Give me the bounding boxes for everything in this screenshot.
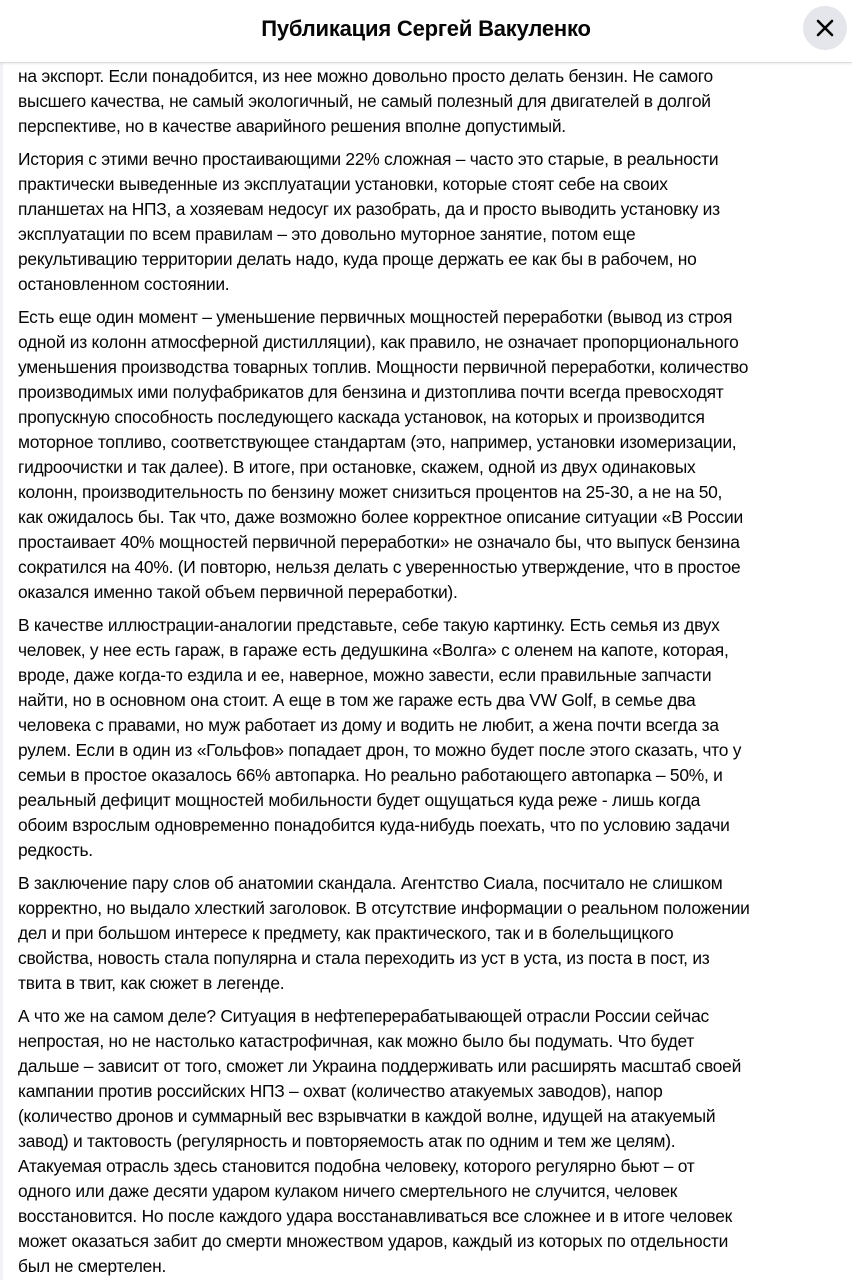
post-paragraph (18, 613, 848, 863)
close-button[interactable] (803, 6, 847, 50)
text-line: реальный дефицит мощностей мобильности будет ощущаться куда реже - лишь когда (18, 790, 701, 810)
text-line: высшего качества, не самый экологичный, не самый полезный для двигателей в долгой (18, 91, 711, 111)
text-line: гидроочистки и так далее). В итоге, при остановке, скажем, одной из двух одинаковых (18, 457, 696, 477)
text-line: корректно, но выдало хлесткий заголовок. В отсутствие информации о реальном положении (18, 898, 750, 918)
text-line: дел и при большом интересе к предмету, как практического, так и в болельщицкого (18, 923, 674, 943)
text-line: восстановится. Но после каждого удара восстанавливаться все сложнее и в итоге человек (18, 1206, 732, 1226)
scroll-track (0, 62, 3, 1280)
text-line: на экспорт. Если понадобится, из нее можно довольно просто делать бензин. Не самого (18, 66, 713, 86)
text-line: простаивает 40% мощностей первичной переработки» не означало бы, что выпуск бензина (18, 532, 740, 552)
post-paragraph (18, 871, 848, 996)
text-line: пропускную способность последующего каскада установок, на которых и производится (18, 407, 705, 427)
text-line: свойства, новость стала популярна и стала переходить из уст в уста, из поста в пост, из (18, 948, 710, 968)
text-line: найти, но в основном она стоит. А еще в том же гараже есть два VW Golf, в семье два (18, 690, 696, 710)
text-line: эксплуатации по всем правилам – это довольно муторное занятие, потом еще (18, 224, 636, 244)
post-paragraph (18, 147, 848, 297)
text-line: одной из колонн атмосферной дистилляции), как правило, не означает пропорционального (18, 332, 739, 352)
text-line: уменьшения производства товарных топлив. Мощности первичной переработки, количество (18, 357, 749, 377)
text-line: колонн, производительность по бензину может снизиться процентов на 25-30, а не на 50, (18, 482, 723, 502)
post-body (18, 64, 848, 1287)
text-line: твита в твит, как сюжет в легенде. (18, 973, 285, 993)
text-line: как ожидалось бы. Так что, даже возможно более корректное описание ситуации «В России (18, 507, 743, 527)
text-line: кампании против российских НПЗ – охват (количество атакуемых заводов), напор (18, 1081, 663, 1101)
text-line: был не смертелен. (18, 1256, 167, 1276)
text-line: производимых ими полуфабрикатов для бензина и дизтоплива почти всегда превосходят (18, 382, 724, 402)
text-line: остановленном состоянии. (18, 274, 230, 294)
text-line: человек, у нее есть гараж, в гараже есть дедушкина «Волга» с оленем на капоте, которая, (18, 640, 729, 660)
text-line: одного или даже десяти ударом кулаком ничего смертельного не случится, человек (18, 1181, 678, 1201)
text-line: завод) и тактовость (регулярность и повторяемость атак по одним и тем же целям). (18, 1131, 676, 1151)
dialog-title: Публикация Сергей Вакуленко (261, 16, 591, 41)
close-icon (815, 18, 835, 38)
text-line: дальше – зависит от того, сможет ли Украина поддерживать или расширять масштаб своей (18, 1056, 742, 1076)
text-line: редкость. (18, 840, 93, 860)
text-line: перспективе, но в качестве аварийного решения вполне допустимый. (18, 116, 566, 136)
text-line: непростая, но не настолько катастрофичная, как можно было бы подумать. Что будет (18, 1031, 695, 1051)
post-paragraph (18, 64, 848, 139)
text-line: Есть еще один момент – уменьшение первичных мощностей переработки (вывод из строя (18, 307, 733, 327)
text-line: семьи в простое оказалось 66% автопарка. Но реально работающего автопарка – 50%, и (18, 765, 723, 785)
text-line: сократился на 40%. (И повторю, нельзя делать с уверенностью утверждение, что в простое (18, 557, 741, 577)
text-line: Атакуемая отрасль здесь становится подобна человеку, которого регулярно бьют – от (18, 1156, 695, 1176)
text-line: обоим взрослым одновременно понадобится куда-нибудь поехать, что по условию задачи (18, 815, 730, 835)
text-line: вроде, даже когда-то ездила и ее, наверное, можно завести, если правильные запчасти (18, 665, 712, 685)
text-line: оказался именно такой объем первичной переработки). (18, 582, 458, 602)
dialog-header (0, 0, 852, 63)
text-line: (количество дронов и суммарный вес взрывчатки в каждой волне, идущей на атакуемый (18, 1106, 716, 1126)
text-line: рекультивацию территории делать надо, куда проще держать ее как бы в рабочем, но (18, 249, 697, 269)
post-paragraph (18, 1004, 848, 1279)
text-line: практически выведенные из эксплуатации установки, которые стоят себе на своих (18, 174, 668, 194)
text-line: А что же на самом деле? Ситуация в нефтеперерабатывающей отрасли России сейчас (18, 1006, 709, 1026)
text-line: История с этими вечно простаивающими 22% сложная – часто это старые, в реальности (18, 149, 719, 169)
text-line: человека с правами, но муж работает из дому и водить не любит, а жена почти всегда за (18, 715, 719, 735)
text-line: может оказаться забит до смерти множеством ударов, каждый из которых по отдельности (18, 1231, 729, 1251)
text-line: рулем. Если в один из «Гольфов» попадает дрон, то можно будет после этого сказать, что у (18, 740, 742, 760)
post-paragraph (18, 305, 848, 605)
text-line: В заключение пару слов об анатомии скандала. Агентство Сиала, посчитало не слишком (18, 873, 723, 893)
text-line: планшетах на НПЗ, а хозяевам недосуг их разобрать, да и просто выводить установку из (18, 199, 720, 219)
text-line: В качестве иллюстрации-аналогии представьте, себе такую картинку. Есть семья из двух (18, 615, 720, 635)
text-line: моторное топливо, соответствующее стандартам (это, например, установки изомеризации, (18, 432, 737, 452)
